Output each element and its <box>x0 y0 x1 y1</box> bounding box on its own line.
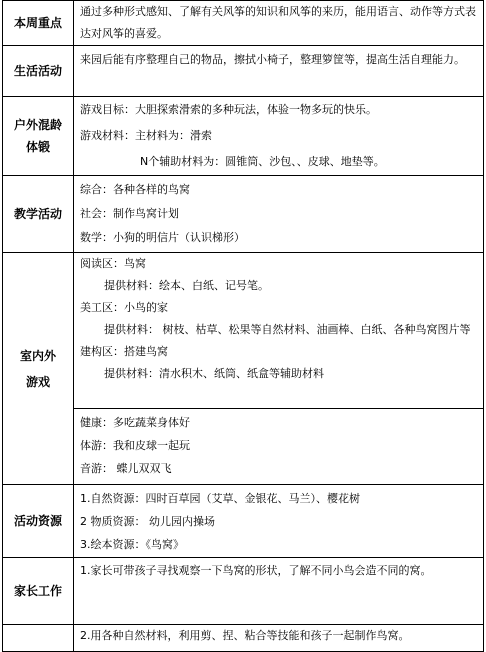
table-row <box>3 625 484 652</box>
sports-game: 体游：我和皮球一起玩 <box>80 439 190 452</box>
art-material: 提供材料： 树枝、枯草、松果等自然材料、油画棒、白纸、各种鸟窝图片等 <box>104 323 471 336</box>
teaching-item: 综合：各种各样的鸟窝 <box>80 183 190 196</box>
resource-item: 1.自然资源：四时百草园（艾草、金银花、马兰）、樱花树 <box>80 492 360 505</box>
life-text: 来园后能有序整理自己的物品，擦拭小椅子，整理箩筐等，提高生活自理能力。 <box>80 53 465 66</box>
row-label-outdoor <box>3 97 74 176</box>
indoor-games-content <box>74 409 484 485</box>
weekly-plan-table <box>2 0 484 652</box>
table-row <box>3 485 484 558</box>
teaching-item: 社会：制作鸟窝计划 <box>80 207 179 220</box>
indoor-areas-content <box>74 253 484 409</box>
art-area: 美工区：小鸟的家 <box>80 301 168 314</box>
indoor-label-line2: 游戏 <box>25 374 50 389</box>
build-area: 建构区：搭建鸟窝 <box>80 345 168 358</box>
outdoor-goal: 游戏目标：大胆探索滑索的多种玩法，体验一物多玩的快乐。 <box>80 103 377 116</box>
outdoor-material-aux: N个辅助材料为：圆锥筒、沙包、、皮球、地垫等。 <box>140 155 385 168</box>
outdoor-material-main: 游戏材料：主材料为：滑索 <box>80 129 212 142</box>
outdoor-label-line2: 体锻 <box>25 140 50 154</box>
row-label-parents-cont <box>3 625 74 652</box>
focus-content <box>74 1 484 46</box>
table-row <box>3 46 484 97</box>
health-game: 健康：多吃蔬菜身体好 <box>80 416 190 429</box>
reading-area: 阅读区：鸟窝 <box>80 257 146 270</box>
resource-item: 3.绘本资源：《鸟窝》 <box>80 538 184 551</box>
table-row <box>3 176 484 253</box>
indoor-label-line1: 室内外 <box>19 348 56 363</box>
outdoor-content <box>74 97 484 176</box>
music-game: 音游： 蝶儿双双飞 <box>80 462 172 475</box>
life-content <box>74 46 484 97</box>
row-label-indoor <box>3 253 74 485</box>
teaching-content <box>74 176 484 253</box>
table-row <box>3 409 484 485</box>
parent-item-2: 2.用各种自然材料，利用剪、捏、粘合等技能和孩子一起制作鸟窝。 <box>80 629 410 642</box>
teaching-item: 数学：小狗的明信片（认识梯形） <box>80 231 245 244</box>
reading-material: 提供材料：绘本、白纸、记号笔。 <box>104 279 269 292</box>
focus-text: 通过多种形式感知、了解有关风筝的知识和风筝的来历，能用语言、动作等方式表达对风筝的喜爱。 <box>80 5 476 40</box>
build-material: 提供材料：清水积木、纸筒、纸盒等辅助材料 <box>104 367 324 380</box>
table-row <box>3 558 484 625</box>
row-label-parents: 家长工作 <box>3 558 74 625</box>
parents-content-2 <box>74 625 484 652</box>
resource-item: 2 物质资源： 幼儿园内操场 <box>80 515 215 528</box>
row-label-life: 生活活动 <box>3 46 74 97</box>
row-label-teaching: 教学活动 <box>3 176 74 253</box>
table-row <box>3 97 484 176</box>
outdoor-label-line1: 户外混龄 <box>13 118 62 132</box>
row-label-resources: 活动资源 <box>3 485 74 558</box>
parents-content <box>74 558 484 625</box>
table-row <box>3 253 484 409</box>
table-row <box>3 1 484 46</box>
resources-content <box>74 485 484 558</box>
row-label-focus: 本周重点 <box>3 1 74 46</box>
parent-item-1: 1.家长可带孩子寻找观察一下鸟窝的形状，了解不同小鸟会造不同的窝。 <box>80 564 432 577</box>
